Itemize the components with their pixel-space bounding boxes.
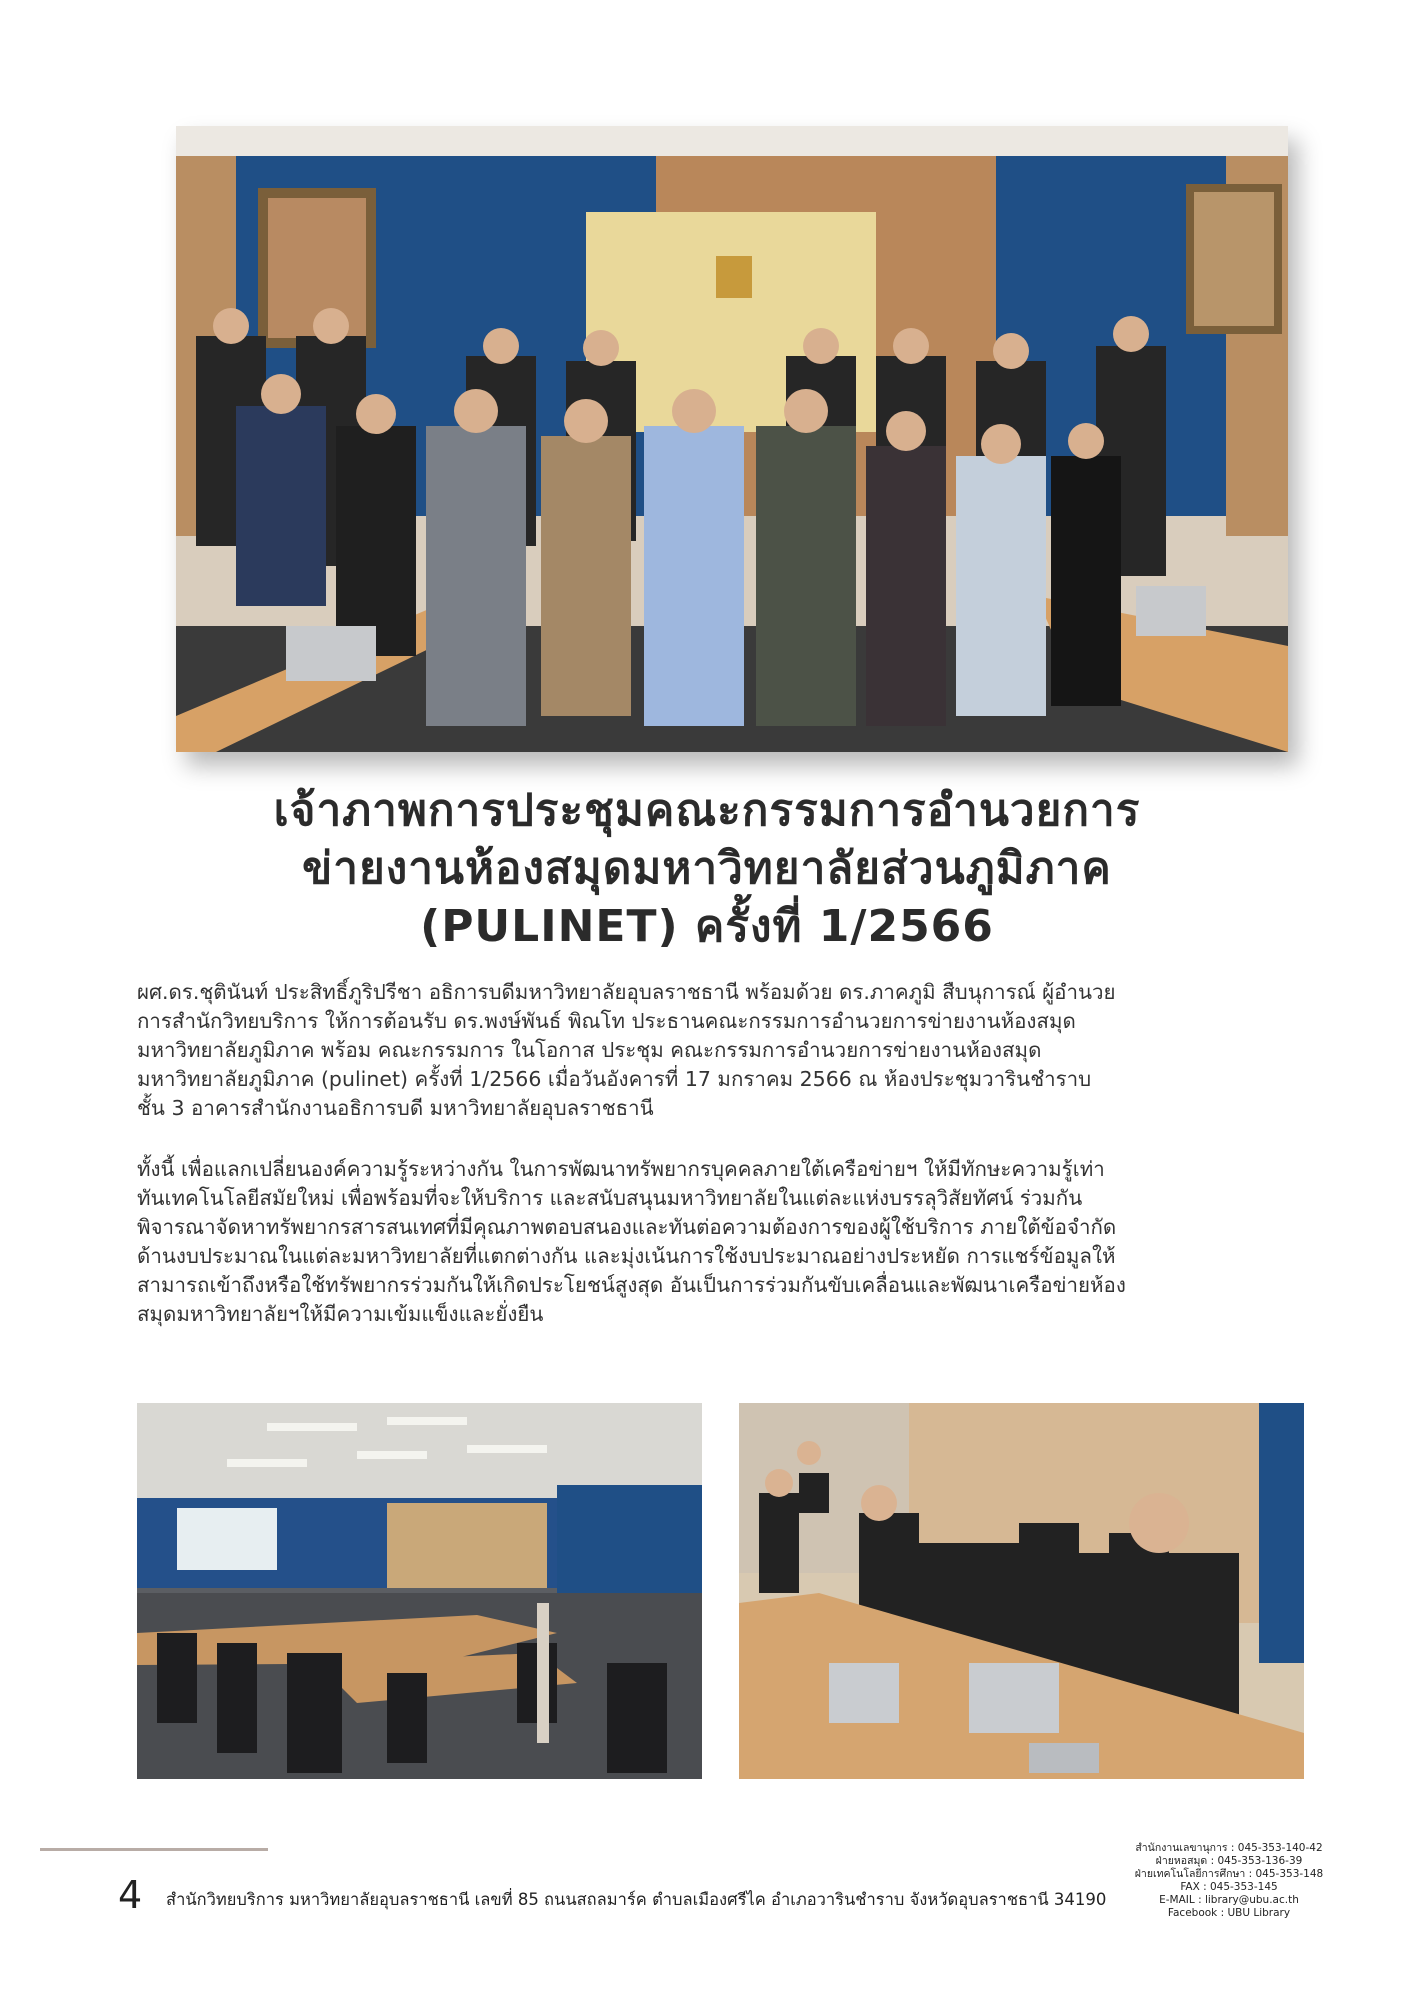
paragraph-1-line: การสำนักวิทยบริการ ให้การต้อนรับ ดร.พงษ์พันธ์ พิณโท ประธานคณะกรรมการอำนวยการข่ายงานห้องสมุด [137,1009,1076,1033]
contact-email: E-MAIL : library@ubu.ac.th [1159,1894,1299,1906]
meeting-room-photo [137,1403,702,1779]
article-title [130,782,1284,956]
article-paragraph-1 [137,978,1273,1123]
article-title-line-3: (PULINET) ครั้งที่ 1/2566 [420,901,994,952]
contact-block [1120,1842,1338,1920]
contact-line: สำนักงานเลขานุการ : 045-353-140-42 [1135,1842,1323,1854]
contact-facebook: Facebook : UBU Library [1167,1907,1291,1919]
contact-line: FAX : 045-353-145 [1180,1881,1278,1893]
meeting-room-illustration [137,1403,702,1779]
paragraph-1-line: มหาวิทยาลัยภูมิภาค พร้อม คณะกรรมการ ในโอกาส ประชุม คณะกรรมการอำนวยการข่ายงานห้องสมุด [137,1038,1042,1062]
paragraph-1-line: ชั้น 3 อาคารสำนักงานอธิการบดี มหาวิทยาลัยอุบลราชธานี [137,1096,654,1120]
paragraph-1-line: มหาวิทยาลัยภูมิภาค (pulinet) ครั้งที่ 1/2566 เมื่อวันอังคารที่ 17 มกราคม 2566 ณ ห้องประชุมวารินชำราบ [137,1067,1092,1091]
paragraph-2-line: สมุดมหาวิทยาลัยฯให้มีความเข้มแข็งและยั่งยืน [137,1302,544,1326]
contact-line: ฝ่ายหอสมุด : 045-353-136-39 [1155,1855,1303,1867]
article-title-line-2: ข่ายงานห้องสมุดมหาวิทยาลัยส่วนภูมิภาค [302,843,1112,894]
article-paragraph-2 [137,1155,1273,1329]
footer-rule [40,1848,268,1851]
footer-address: สำนักวิทยบริการ มหาวิทยาลัยอุบลราชธานี เลขที่ 85 ถนนสถลมาร์ค ตำบลเมืองศรีไค อำเภอวารินชำราบ จังหวัดอุบลราชธานี 34190 [166,1890,1107,1909]
attendees-illustration [739,1403,1304,1779]
paragraph-2-line: ทั้งนี้ เพื่อแลกเปลี่ยนองค์ความรู้ระหว่างกัน ในการพัฒนาทรัพยากรบุคคลภายใต้เครือข่ายฯ ให้มีทักษะความรู้เท่า [137,1157,1105,1181]
hero-group-photo [176,126,1288,752]
article-title-line-1: เจ้าภาพการประชุมคณะกรรมการอำนวยการ [273,785,1141,836]
attendees-photo [739,1403,1304,1779]
contact-line: ฝ่ายเทคโนโลยีการศึกษา : 045-353-148 [1134,1868,1324,1880]
paragraph-2-line: ทันเทคโนโลยีสมัยใหม่ เพื่อพร้อมที่จะให้บริการ และสนับสนุนมหาวิทยาลัยในแต่ละแห่งบรรลุวิสัยทัศน์ ร่วมกัน [137,1186,1083,1210]
paragraph-2-line: ด้านงบประมาณในแต่ละมหาวิทยาลัยที่แตกต่างกัน และมุ่งเน้นการใช้งบประมาณอย่างประหยัด การแชร์ข้อมูลให้ [137,1244,1116,1268]
paragraph-2-line: สามารถเข้าถึงหรือใช้ทรัพยากรร่วมกันให้เกิดประโยชน์สูงสุด อันเป็นการร่วมกันขับเคลื่อนและพัฒนาเครือข่ายห้อง [137,1273,1126,1297]
paragraph-2-line: พิจารณาจัดหาทรัพยากรสารสนเทศที่มีคุณภาพตอบสนองและทันต่อความต้องการของผู้ใช้บริการ ภายใต้ข้อจำกัด [137,1215,1117,1239]
paragraph-1-line: ผศ.ดร.ชุตินันท์ ประสิทธิ์ภูริปรีชา อธิการบดีมหาวิทยาลัยอุบลราชธานี พร้อมด้วย ดร.ภาคภูมิ สืบนุการณ์ ผู้อำนวย [137,980,1116,1004]
group-photo-illustration [176,126,1288,752]
page-number: 4 [118,1873,143,1917]
